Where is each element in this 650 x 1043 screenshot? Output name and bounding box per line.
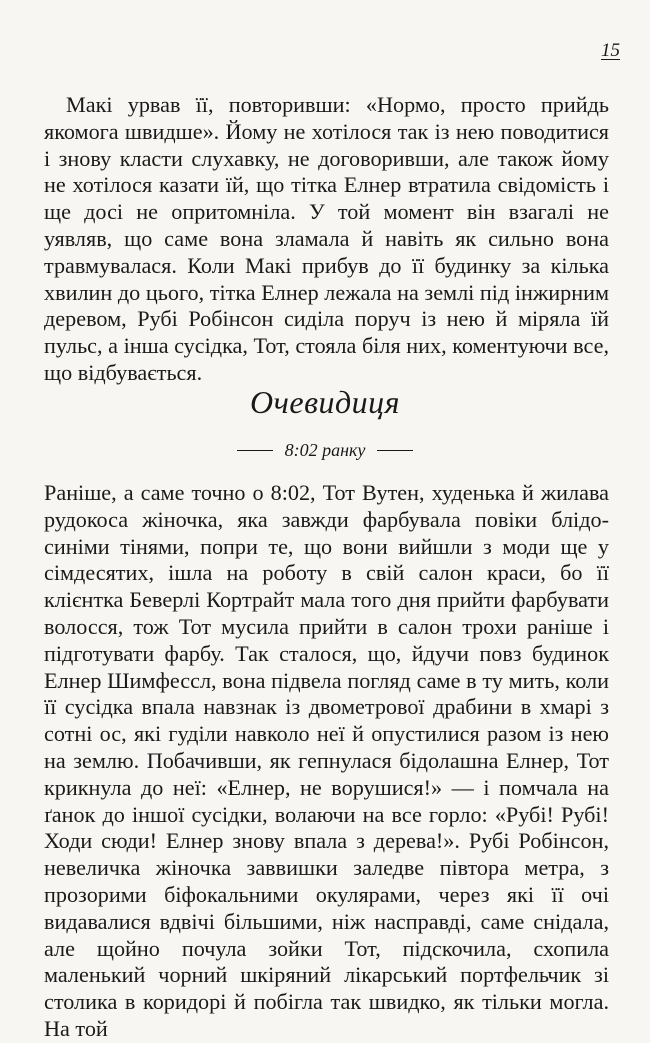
page-number: 15 xyxy=(601,40,620,61)
paragraph-main: Раніше, а саме точно о 8:02, Тот Вутен, худенька й жилава рудокоса жіночка, яка завжди фарбувала повіки блідо-синіми тінями, попри те, що вони вийшли з моди ще у сімдесятих, ішла на роботу в свій салон краси, бо її клієнтка Беверлі Кортрайт мала того дня прийти фарбувати волосся, тож Тот мусила прийти в салон трохи раніше і підготувати фарбу. Так сталося, що, йдучи повз будинок Елнер Шимфессл, вона підвела погляд саме в ту мить, коли її сусідка впала навзнак із двометрової драбини в хмарі з сотні ос, які гуділи навколо неї й опустилися разом із нею на землю. Побачивши, як гепнулася бідолашна Елнер, Тот крикнула до неї: «Елнер, не ворушися!» — і помчала на ґанок до іншої сусідки, волаючи на все горло: «Рубі! Рубі! Ходи сюди! Елнер знову впала з дерева!». Рубі Робінсон, невеличка жіночка заввишки заледве півтора метра, з прозорими біфокальними окулярами, через які її очі видавалися вдвічі більшими, ніж насправді, саме снідала, але щойно почула зойки Тот, підскочила, схопила маленький чорний шкіряний лікарський портфельчик зі столика в коридорі й побігла так швидко, як тільки могла. На той xyxy=(44,480,609,1041)
section-heading: Очевидиця xyxy=(249,384,401,420)
dash-right xyxy=(377,450,413,451)
section-time: 8:02 ранку xyxy=(284,440,366,460)
paragraph-intro: Макі урвав її, повторивши: «Нормо, просто прийдь якомога швидше». Йому не хотілося так із нею поводитися і знову класти слухавку, не договоривши, але також йому не хотілося казати їй, що тітка Елнер втратила свідомість і ще досі не опритомніла. У той момент він взагалі не уявляв, що саме вона зламала й навіть як сильно вона травмувалася. Коли Макі прибув до її будинку за кілька хвилин до цього, тітка Елнер лежала на землі під інжирним деревом, Рубі Робінсон сиділа поруч із нею й міряла їй пульс, а інша сусідка, Тот, стояла біля них, коментуючи все, що відбувається. xyxy=(44,92,609,385)
section-time-line xyxy=(0,440,650,461)
dash-left xyxy=(237,450,273,451)
